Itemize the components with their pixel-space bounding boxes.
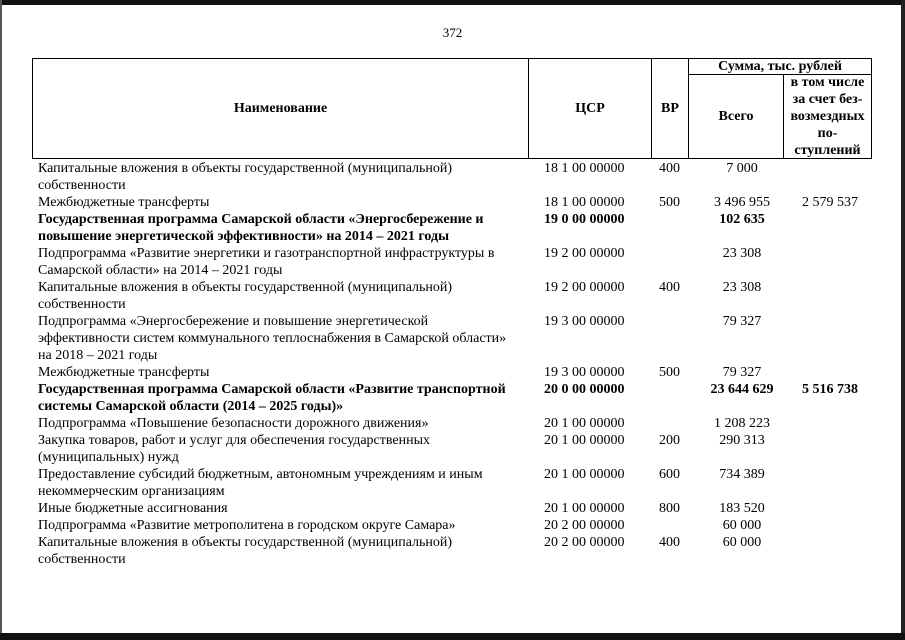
row-csr: 19 2 00 00000	[544, 246, 625, 261]
row-name: Государственная программа Самарской области «Развитие транспортной системы Самарской области (2014 – 2025 годы)»	[38, 382, 506, 414]
row-grant: 2 579 537	[802, 195, 858, 210]
row-csr: 18 1 00 00000	[544, 195, 625, 210]
table-row	[32, 415, 872, 432]
row-vr: 400	[659, 535, 680, 550]
row-total: 1 208 223	[714, 416, 770, 431]
scan-border-top	[0, 0, 905, 5]
header-grant-line: в том числе	[790, 75, 865, 90]
header-grant-line: по-	[817, 126, 838, 141]
row-csr: 18 1 00 00000	[544, 161, 625, 176]
table-row	[32, 245, 872, 279]
row-csr: 20 1 00 00000	[544, 433, 625, 448]
row-total: 60 000	[722, 535, 762, 550]
row-vr: 800	[659, 501, 680, 516]
header-vr: ВР	[661, 101, 679, 116]
row-grant: 5 516 738	[802, 382, 858, 397]
row-total: 102 635	[719, 212, 765, 227]
row-csr: 19 3 00 00000	[544, 314, 625, 329]
row-name: Подпрограмма «Развитие энергетики и газотранспортной инфраструктуры в Самарской области» на 2014 – 2021 годы	[38, 246, 495, 278]
row-total: 7 000	[726, 161, 758, 176]
scan-border-left	[0, 0, 2, 640]
row-vr: 600	[659, 467, 680, 482]
table-row	[32, 194, 872, 211]
row-csr: 20 1 00 00000	[544, 467, 625, 482]
header-grant-line: за счет без-	[792, 92, 863, 107]
header-grant-line: возмездных	[790, 109, 865, 124]
row-csr: 19 2 00 00000	[544, 280, 625, 295]
row-name: Предоставление субсидий бюджетным, автономным учреждениям и иным некоммерческим организациям	[38, 467, 483, 499]
row-vr: 500	[659, 195, 680, 210]
row-name: Иные бюджетные ассигнования	[38, 501, 228, 516]
row-name: Подпрограмма «Энергосбережение и повышение энергетической эффективности систем коммунального теплоснабжения в Самарской области» на 2018 – 2021 годы	[38, 314, 507, 363]
row-total: 79 327	[722, 314, 762, 329]
row-name: Межбюджетные трансферты	[38, 195, 210, 210]
header-csr: ЦСР	[575, 101, 605, 116]
table-row	[32, 517, 872, 534]
row-vr: 500	[659, 365, 680, 380]
row-name: Закупка товаров, работ и услуг для обеспечения государственных (муниципальных) нужд	[38, 433, 431, 465]
table-row	[32, 313, 872, 364]
row-vr: 200	[659, 433, 680, 448]
row-name: Межбюджетные трансферты	[38, 365, 210, 380]
row-csr: 19 3 00 00000	[544, 365, 625, 380]
row-total: 23 308	[722, 280, 762, 295]
row-total: 183 520	[719, 501, 765, 516]
row-total: 23 308	[722, 246, 762, 261]
row-total: 23 644 629	[710, 382, 774, 397]
header-sum: Сумма, тыс. рублей	[718, 59, 842, 74]
table-row	[32, 279, 872, 313]
header-total: Всего	[718, 109, 754, 124]
row-total: 734 389	[719, 467, 765, 482]
header-border-bottom	[32, 158, 872, 159]
row-csr: 20 1 00 00000	[544, 501, 625, 516]
scan-border-bottom	[0, 633, 905, 640]
table-body	[32, 160, 872, 568]
row-total: 290 313	[719, 433, 765, 448]
table-row	[32, 160, 872, 194]
table-row	[32, 466, 872, 500]
row-csr: 20 2 00 00000	[544, 535, 625, 550]
row-csr: 19 0 00 00000	[544, 212, 625, 227]
row-name: Капитальные вложения в объекты государственной (муниципальной) собственности	[38, 535, 453, 567]
row-name: Подпрограмма «Повышение безопасности дорожного движения»	[38, 416, 429, 431]
header-name: Наименование	[233, 101, 328, 116]
row-csr: 20 1 00 00000	[544, 416, 625, 431]
table-header	[32, 58, 872, 159]
row-name: Государственная программа Самарской области «Энергосбережение и повышение энергетической эффективности» на 2014 – 2021 годы	[38, 212, 484, 244]
header-grant	[784, 75, 871, 158]
page-number: 372	[442, 25, 463, 40]
table-row	[32, 534, 872, 568]
row-vr: 400	[659, 161, 680, 176]
row-name: Капитальные вложения в объекты государственной (муниципальной) собственности	[38, 161, 453, 193]
row-name: Подпрограмма «Развитие метрополитена в городском округе Самара»	[38, 518, 456, 533]
row-total: 3 496 955	[714, 195, 770, 210]
row-total: 60 000	[722, 518, 762, 533]
table-row	[32, 500, 872, 517]
row-vr: 400	[659, 280, 680, 295]
scan-border-right	[901, 0, 905, 640]
header-grant-line: ступлений	[794, 143, 861, 158]
table-row	[32, 364, 872, 381]
row-total: 79 327	[722, 365, 762, 380]
row-csr: 20 2 00 00000	[544, 518, 625, 533]
row-csr: 20 0 00 00000	[544, 382, 625, 397]
table-row	[32, 381, 872, 415]
table-row	[32, 432, 872, 466]
table-row	[32, 211, 872, 245]
row-name: Капитальные вложения в объекты государственной (муниципальной) собственности	[38, 280, 453, 312]
